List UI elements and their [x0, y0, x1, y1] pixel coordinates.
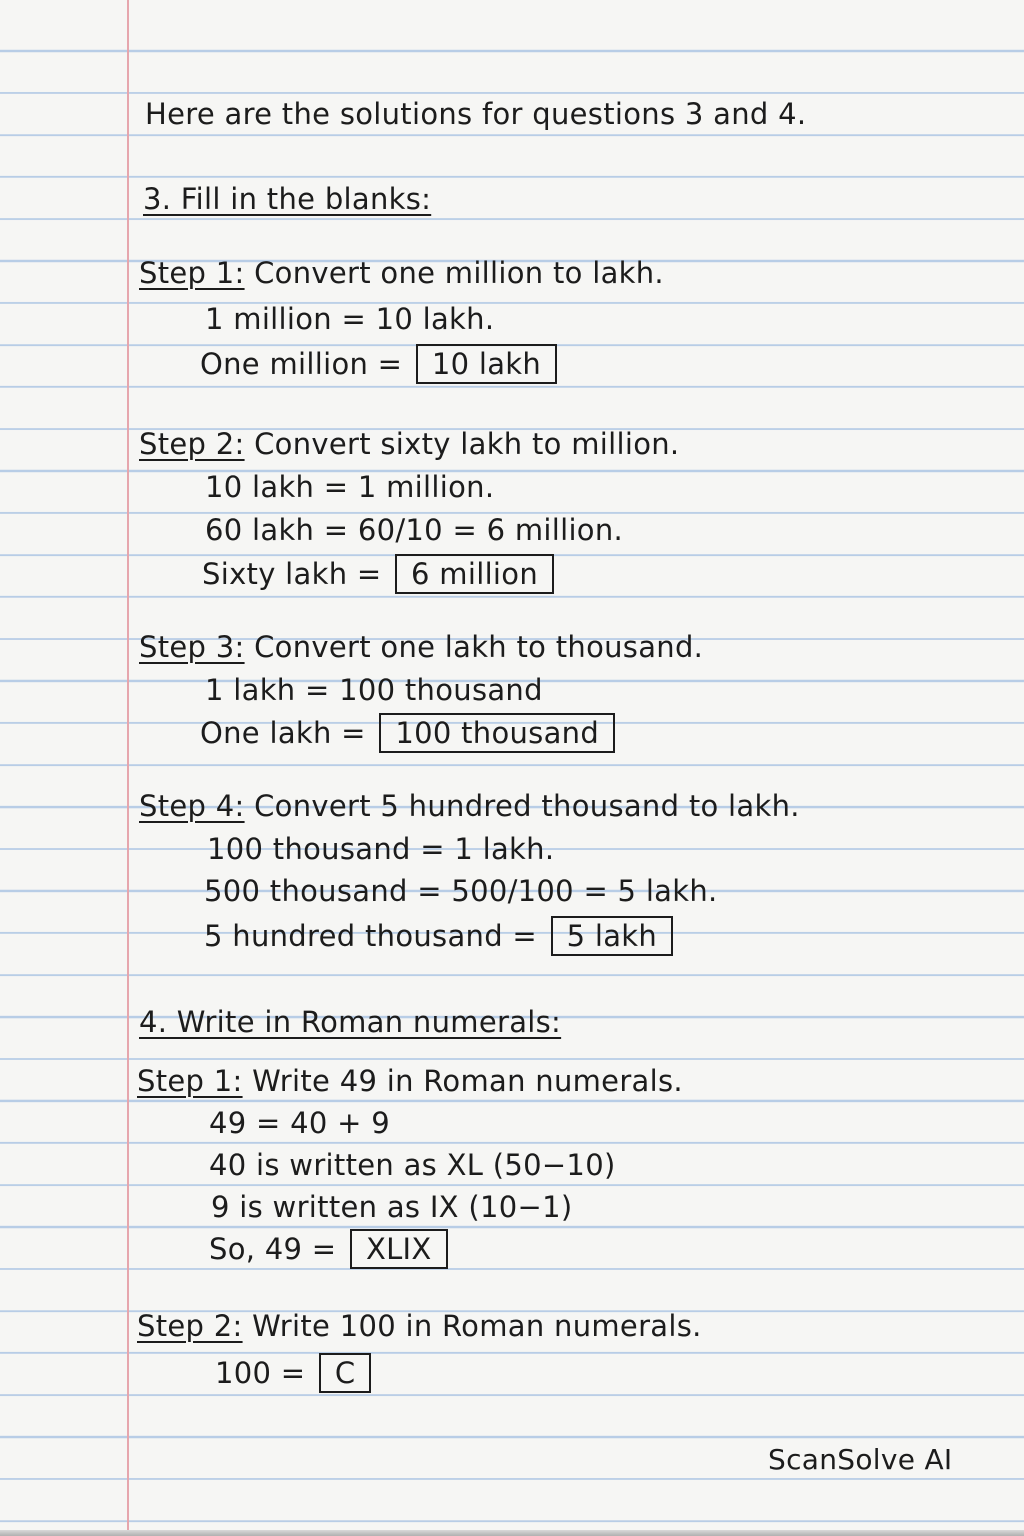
answer-prefix: One lakh =	[200, 716, 366, 750]
answer-box: 100 thousand	[379, 713, 615, 753]
step-text: Convert one lakh to thousand.	[254, 630, 704, 664]
intro-text: Here are the solutions for questions 3 and 4.	[145, 97, 807, 131]
answer-prefix: 5 hundred thousand =	[204, 919, 538, 953]
q3-step-3-line-1: 1 lakh = 100 thousand	[205, 673, 543, 707]
q3-step-4-answer-line	[204, 916, 673, 956]
answer-box: C	[319, 1353, 372, 1393]
page-bottom-edge	[0, 1530, 1024, 1536]
answer-box: 5 lakh	[551, 916, 673, 956]
q4-step-1-line-2: 40 is written as XL (50−10)	[209, 1148, 616, 1182]
step-label: Step 2:	[139, 427, 245, 461]
q3-step-1-heading	[139, 255, 664, 291]
brand-signature: ScanSolve AI	[768, 1443, 953, 1476]
answer-prefix: One million =	[200, 347, 403, 381]
answer-box: 10 lakh	[416, 344, 557, 384]
step-text: Convert sixty lakh to million.	[254, 427, 680, 461]
step-label: Step 3:	[139, 630, 245, 664]
q3-step-3-heading	[139, 629, 703, 665]
step-text: Convert 5 hundred thousand to lakh.	[254, 789, 800, 823]
q3-step-2-line-1: 10 lakh = 1 million.	[205, 470, 495, 504]
q4-step-2-heading	[137, 1308, 702, 1344]
answer-box: 6 million	[395, 554, 554, 594]
step-label: Step 4:	[139, 789, 245, 823]
q3-step-4-line-2: 500 thousand = 500/100 = 5 lakh.	[204, 874, 718, 908]
question-4-title: 4. Write in Roman numerals:	[139, 1005, 562, 1039]
q3-step-1-answer-line	[200, 344, 557, 384]
q3-step-4-heading	[139, 788, 800, 824]
q3-step-1-line-1: 1 million = 10 lakh.	[205, 302, 495, 336]
margin-line	[127, 0, 129, 1536]
step-label: Step 2:	[137, 1309, 243, 1343]
q3-step-2-heading	[139, 426, 679, 462]
q3-step-2-answer-line	[202, 554, 554, 594]
q3-step-3-answer-line	[200, 713, 615, 753]
step-text: Write 100 in Roman numerals.	[252, 1309, 702, 1343]
q3-step-2-line-2: 60 lakh = 60/10 = 6 million.	[205, 513, 624, 547]
step-label: Step 1:	[139, 256, 245, 290]
question-3-title: 3. Fill in the blanks:	[143, 182, 432, 216]
q4-step-2-answer-line	[215, 1353, 371, 1393]
q3-step-4-line-1: 100 thousand = 1 lakh.	[207, 832, 555, 866]
q4-step-1-answer-line	[209, 1229, 448, 1269]
step-label: Step 1:	[137, 1064, 243, 1098]
q4-step-1-line-1: 49 = 40 + 9	[209, 1106, 391, 1140]
answer-prefix: So, 49 =	[209, 1232, 337, 1266]
answer-prefix: 100 =	[215, 1356, 306, 1390]
q4-step-1-line-3: 9 is written as IX (10−1)	[211, 1190, 573, 1224]
answer-prefix: Sixty lakh =	[202, 557, 382, 591]
step-text: Write 49 in Roman numerals.	[252, 1064, 683, 1098]
step-text: Convert one million to lakh.	[254, 256, 664, 290]
q4-step-1-heading	[137, 1063, 683, 1099]
answer-box: XLIX	[350, 1229, 448, 1269]
